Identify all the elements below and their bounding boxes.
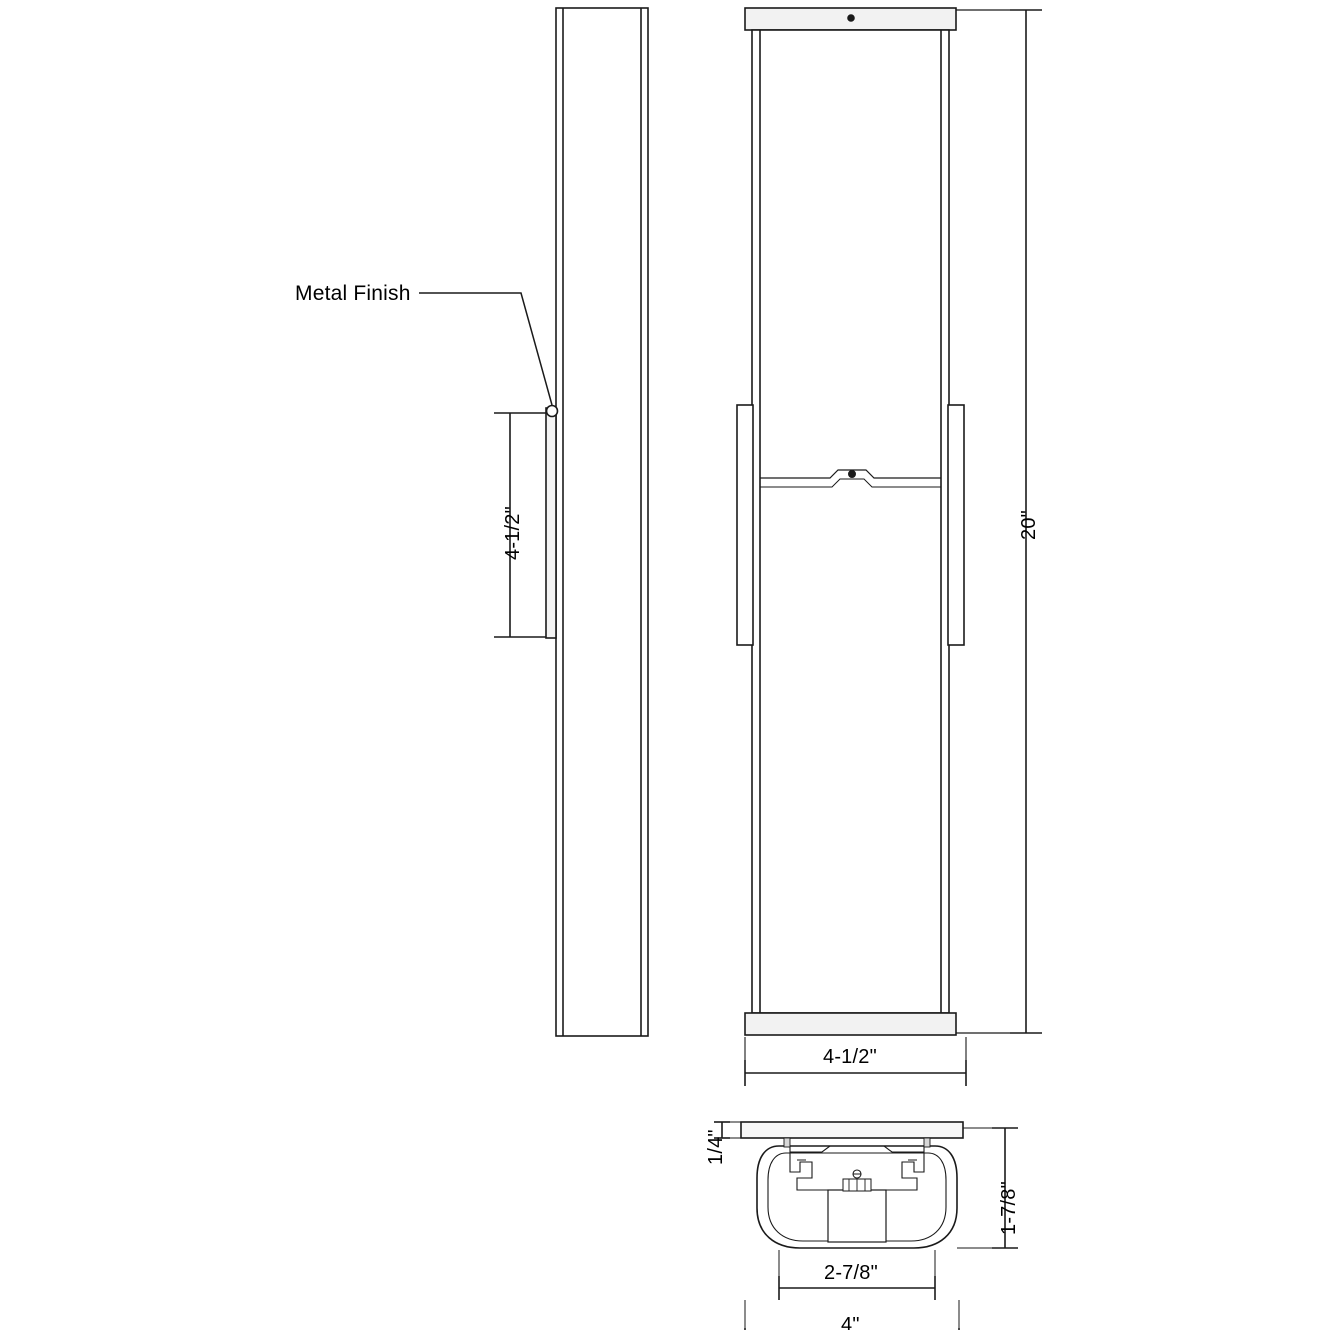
metal-finish-callout-label: Metal Finish: [295, 282, 411, 305]
side-elevation-view: [546, 8, 648, 1036]
dimension-housing-width-label: 2-7/8": [824, 1262, 878, 1284]
front-elevation-view: [737, 8, 964, 1035]
bottom-section-view: [741, 1122, 963, 1248]
dimension-base-width-label: 4": [841, 1314, 860, 1330]
dimension-backplate-height-label: 4-1/2": [502, 506, 524, 560]
metal-finish-leader: [419, 293, 552, 405]
dimension-housing-depth-label: 1-7/8": [998, 1181, 1020, 1235]
dimension-overall-width-label: 4-1/2": [823, 1046, 877, 1068]
dimension-overall-height-label: 20": [1018, 510, 1040, 540]
dimension-backplate-thickness-label: 1/4": [705, 1129, 727, 1165]
